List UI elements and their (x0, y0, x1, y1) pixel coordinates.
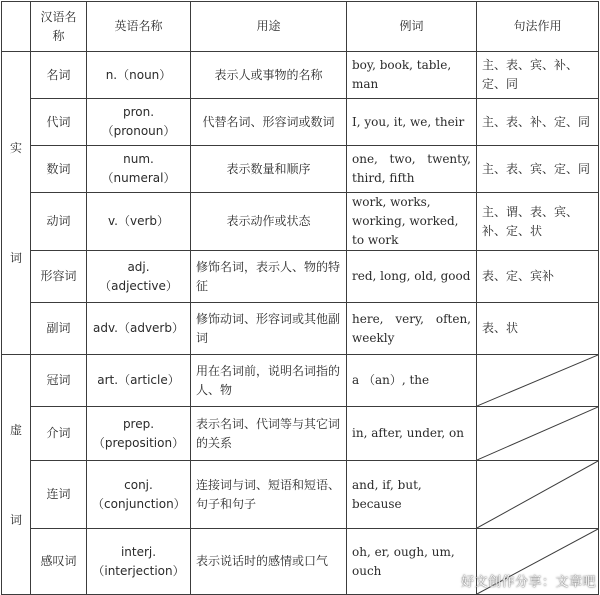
row-noun-cn: 名词 (31, 52, 87, 99)
row-adjective-cn: 形容词 (31, 251, 87, 303)
header-blank-cell (2, 2, 31, 52)
row-article-example: a （an）, the (347, 355, 477, 407)
table-row (2, 99, 599, 146)
table-row (2, 355, 599, 407)
row-article-syntax-empty (477, 355, 599, 407)
table-row (2, 193, 599, 251)
row-verb-use: 表示动作或状态 (191, 193, 347, 251)
row-article-use: 用在名词前，说明名词指的人、物 (191, 355, 347, 407)
row-interjection-example: oh, er, ough, um, ouch (347, 529, 477, 595)
diagonal-slash-icon (477, 355, 598, 406)
row-conjunction-example: and, if, but, because (347, 461, 477, 529)
row-pronoun-example: I, you, it, we, their (347, 99, 477, 146)
header-row (2, 2, 599, 52)
row-adjective-example: red, long, old, good (347, 251, 477, 303)
row-preposition-use: 表示名词、代词等与其它词的关系 (191, 407, 347, 461)
row-numeral-syntax: 主、表、宾、定、同 (477, 146, 599, 193)
row-interjection-en: interj.（interjection） (87, 529, 191, 595)
row-verb-syntax: 主、谓、表、宾、补、定、状 (477, 193, 599, 251)
header-en-name: 英语名称 (87, 2, 191, 52)
row-pronoun-cn: 代词 (31, 99, 87, 146)
row-conjunction-en: conj.（conjunction） (87, 461, 191, 529)
header-example: 例词 (347, 2, 477, 52)
row-preposition-example: in, after, under, on (347, 407, 477, 461)
diagonal-slash-icon (477, 407, 598, 460)
table-row (2, 303, 599, 355)
row-verb-en: v.（verb） (87, 193, 191, 251)
row-adverb-en: adv.（adverb） (87, 303, 191, 355)
row-adjective-en: adj.（adjective） (87, 251, 191, 303)
row-verb-example: work, works, working, worked, to work (347, 193, 477, 251)
row-verb-cn: 动词 (31, 193, 87, 251)
table-row (2, 146, 599, 193)
category-function-words: 虚 词 (2, 355, 31, 595)
row-conjunction-use: 连接词与词、短语和短语、句子和句子 (191, 461, 347, 529)
row-numeral-example: one, two, twenty, third, fifth (347, 146, 477, 193)
row-adverb-syntax: 表、状 (477, 303, 599, 355)
row-adverb-cn: 副词 (31, 303, 87, 355)
header-use: 用途 (191, 2, 347, 52)
row-preposition-syntax-empty (477, 407, 599, 461)
row-numeral-use: 表示数量和顺序 (191, 146, 347, 193)
row-preposition-cn: 介词 (31, 407, 87, 461)
row-pronoun-use: 代替名词、形容词或数词 (191, 99, 347, 146)
row-noun-syntax: 主、表、宾、补、定、同 (477, 52, 599, 99)
parts-of-speech-table (1, 1, 599, 595)
table-row (2, 251, 599, 303)
row-interjection-use: 表示说话时的感情或口气 (191, 529, 347, 595)
row-noun-use: 表示人或事物的名称 (191, 52, 347, 99)
row-adverb-use: 修饰动词、形容词或其他副词 (191, 303, 347, 355)
row-preposition-en: prep.（preposition） (87, 407, 191, 461)
table-row (2, 461, 599, 529)
row-numeral-en: num.（numeral） (87, 146, 191, 193)
row-adjective-use: 修饰名词，表示人、物的特征 (191, 251, 347, 303)
watermark: 好文创作分享：文章吧 (460, 575, 596, 590)
category-content-words: 实 词 (2, 52, 31, 355)
row-interjection-cn: 感叹词 (31, 529, 87, 595)
row-numeral-cn: 数词 (31, 146, 87, 193)
header-syntax: 句法作用 (477, 2, 599, 52)
row-adjective-syntax: 表、定、宾补 (477, 251, 599, 303)
row-conjunction-syntax-empty (477, 461, 599, 529)
row-article-cn: 冠词 (31, 355, 87, 407)
row-noun-example: boy, book, table, man (347, 52, 477, 99)
row-pronoun-en: pron.（pronoun） (87, 99, 191, 146)
table-row (2, 407, 599, 461)
diagonal-slash-icon (477, 461, 598, 528)
row-article-en: art.（article） (87, 355, 191, 407)
header-cn-name: 汉语名称 (31, 2, 87, 52)
row-adverb-example: here, very, often, weekly (347, 303, 477, 355)
table-row (2, 52, 599, 99)
row-pronoun-syntax: 主、表、补、定、同 (477, 99, 599, 146)
row-noun-en: n.（noun） (87, 52, 191, 99)
row-conjunction-cn: 连词 (31, 461, 87, 529)
